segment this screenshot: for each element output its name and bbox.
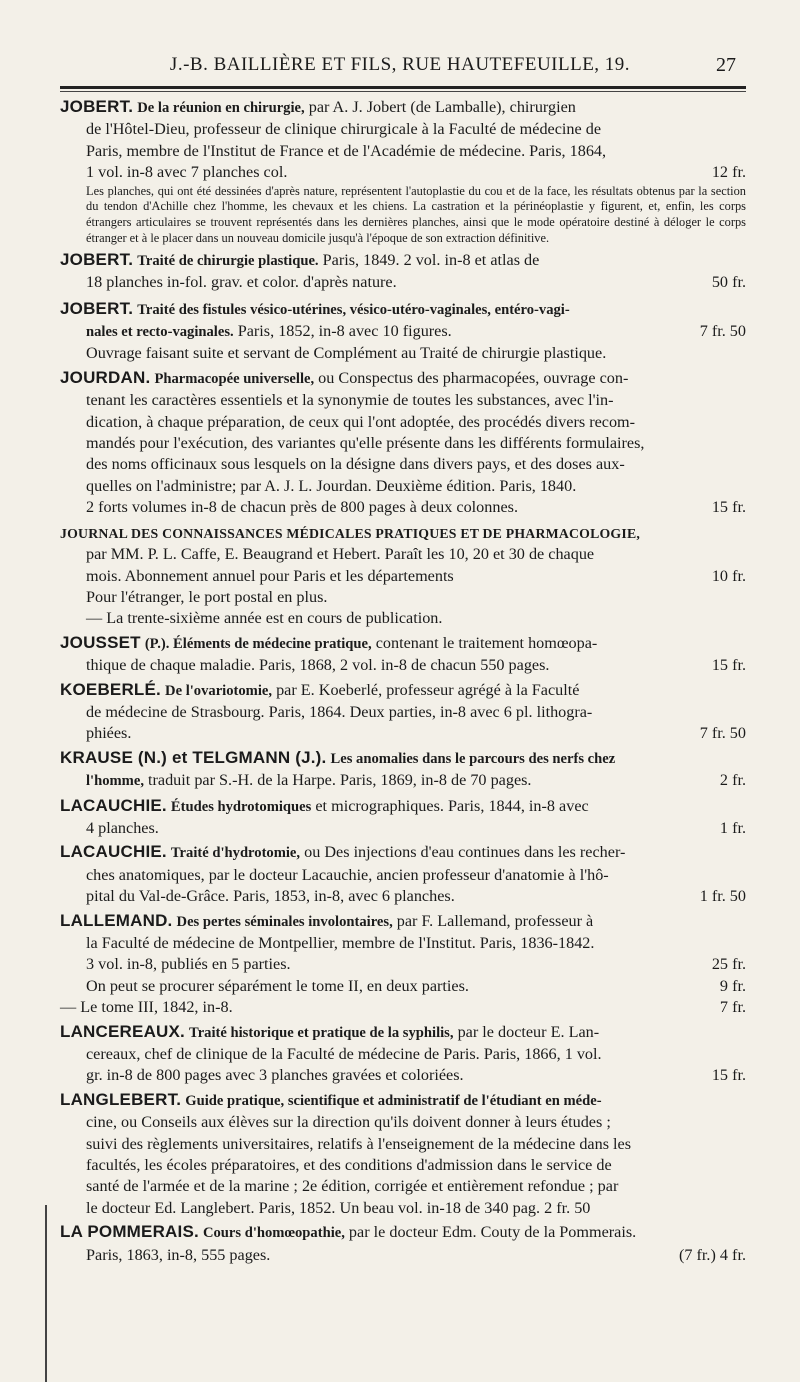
entry-price: 15 fr. [711,656,746,675]
entry-jourdan: JOURDAN. Pharmacopée universelle, ou Conspectus des pharmacopées, ouvrage con- tenant les caractères essentiels et la synonymie de toutes les substances, avec l'in- dication, à chaque préparation, de ceux qui l'ont adoptée, des procédés divers recom- mandés pour l'exécution, des variantes qu'elle présente dans les différents formulaires, des noms officinaux sous lesquels on la désigne dans divers pays, et des doses aux- quelles on l'administre; par A. J. L. Jourdan. Deuxième édition. Paris, 1840. 2 forts volumes in-8 de chacun près de 800 pages à deux colonnes. 15 fr. [60,367,746,519]
entry-author: JOUSSET [60,632,141,652]
catalog-entries [60,96,746,1266]
entry-price: 12 fr. [711,163,746,182]
publisher-header: J.-B. BAILLIÈRE ET FILS, RUE HAUTEFEUILLE, 19. [169,54,631,75]
entry-author: LACAUCHIE. [60,795,167,815]
header-rule [60,86,746,89]
entry-jobert-fistules: JOBERT. Traité des fistules vésico-utérines, vésico-utéro-vaginales, entéro-vagi- nales et recto-vaginales. Paris, 1852, in-8 avec 10 figures. 7 fr. 50 Ouvrage faisant suite et servant de Complément au Traité de chirurgie plastique. [60,298,746,363]
binding-margin-line [45,1205,47,1382]
entry-author: JOBERT. [60,97,134,116]
entry-langlebert: LANGLEBERT. Guide pratique, scientifique et administratif de l'étudiant en méde- cine, ou Conseils aux élèves sur la direction qu'ils doivent donner à leurs études ; suivi des règlements universitaires, relatifs à l'enseignement de la médecine dans les facultés, les écoles préparatoires, et des conditions d'admission dans le service de santé de l'armée et de la marine ; 2e édition, corrigée et entièrement refondue ; par le docteur Ed. Langlebert. Paris, 1852. Un beau vol. in-18 de 340 pag. 2 fr. 50 [60,1089,632,1217]
entry-jobert-plastique: JOBERT. Traité de chirurgie plastique. Paris, 1849. 2 vol. in-8 et atlas de 18 planches in-fol. grav. et color. d'après nature. 50 fr. [60,249,746,294]
entry-author: JOBERT. [60,249,134,269]
header-rule-thin [60,91,746,92]
entry-title: Cours d'homœopathie, [202,1225,345,1242]
entry-author: LANGLEBERT. [60,1089,182,1109]
entry-title: Traité historique et pratique de la syphilis, [189,1024,454,1041]
entry-price: 1 fr. [719,818,746,837]
entry-price: 7 fr. 50 [699,322,746,341]
entry-price: 7 fr. [719,998,746,1017]
entry-title: Traité de chirurgie plastique. [137,252,319,269]
entry-title: (P.). Éléments de médecine pratique, [144,635,372,652]
entry-note: Les planches, qui ont été dessinées d'après nature, représentent l'autoplastie du cou et de la face, les résultats obtenus par la section du tendon d'Achille chez l'homme, les chevaux et les chiens. La castration et la périnéoplastie y figurent, et, enfin, les corps étrangers articulaires se trouvent représentés dans les dernières planches, ainsi que le mode opératoire destiné à déloger le corps étranger et à le placer dans un nouveau domicile jusqu'à l'époque de son extraction définitive. [86,183,746,246]
entry-title: Guide pratique, scientifique et administratif de l'étudiant en méde- [185,1092,602,1109]
entry-title: Études hydrotomiques [170,798,312,815]
entry-author: LACAUCHIE. [60,842,167,862]
entry-author: LA POMMERAIS. [60,1222,199,1242]
entry-la-pommerais: LA POMMERAIS. Cours d'homœopathie, par le docteur Edm. Couty de la Pommerais. Paris, 1863, in-8, 555 pages. (7 fr.) 4 fr. [60,1221,746,1266]
entry-price: (7 fr.) 4 fr. [679,1245,746,1264]
entry-jousset: JOUSSET (P.). Éléments de médecine pratique, contenant le traitement homœopa- thique de chaque maladie. Paris, 1868, 2 vol. in-8 de chacun 550 pages. 15 fr. [60,632,746,677]
entry-price: 9 fr. [719,976,746,995]
entry-title: Traité des fistules vésico-utérines, vésico-utéro-vaginales, entéro-vagi- [137,301,570,318]
entry-lancereaux: LANCEREAUX. Traité historique et pratique de la syphilis, par le docteur E. Lan- cereaux, chef de clinique de la Faculté de médecine de Paris. Paris, 1866, 1 vol. gr. in-8 de 800 pages avec 3 planches gravées et coloriées. 15 fr. [60,1021,746,1087]
entry-title: Traité d'hydrotomie, [170,845,301,862]
entry-author: KOEBERLÉ. [60,679,161,699]
entry-price: 50 fr. [711,273,746,292]
entry-title: JOURNAL DES CONNAISSANCES MÉDICALES PRATIQUES ET DE PHARMACOLOGIE, [60,525,640,541]
entry-lallemand: LALLEMAND. Des pertes séminales involontaires, par F. Lallemand, professeur à la Faculté de médecine de Montpellier, membre de l'Institut. Paris, 1836-1842. 3 vol. in-8, publiés en 5 parties. 25 fr. On peut se procurer séparément le tome II, en deux parties. 9 fr. — Le tome III, 1842, in-8. 7 fr. [60,910,746,1019]
entry-author: LALLEMAND. [60,910,173,930]
entry-lacauchie-traite: LACAUCHIE. Traité d'hydrotomie, ou Des injections d'eau continues dans les recher- ches anatomiques, par le docteur Lacauchie, ancien professeur d'anatomie à l'hô- pital du Val-de-Grâce. Paris, 1853, in-8, avec 6 planches. 1 fr. 50 [60,841,746,907]
entry-price: 10 fr. [711,566,746,585]
entry-price: 15 fr. [711,1066,746,1085]
entry-author: JOURDAN. [60,367,151,387]
entry-title: Les anomalies dans le parcours des nerfs chez [330,750,616,767]
entry-price: 15 fr. [711,498,746,517]
entry-author: KRAUSE (N.) et TELGMANN (J.). [60,747,327,767]
entry-title: De l'ovariotomie, [165,682,273,699]
entry-jobert-reunion: JOBERT. De la réunion en chirurgie, par A. J. Jobert (de Lamballe), chirurgien de l'Hôtel-Dieu, professeur de clinique chirurgicale à la Faculté de médecine de Paris, membre de l'Institut de France et de l'Académie de médecine. Paris, 1864, 1 vol. in-8 avec 7 planches col. 12 fr. Les planches, qui ont été dessinées d'après nature, représentent l'autoplastie du cou et de la face, les résultats obtenus par la section du tendon d'Achille chez l'homme, les chevaux et les chiens. La castration et la périnéoplastie y figurent, et, enfin, les corps étrangers articulaires se trouvent représentés dans les dernières planches, ainsi que le mode opératoire destiné à déloger le corps étranger et à le placer dans un nouveau domicile jusqu'à l'époque de son extraction définitive. [60,97,746,246]
entry-author: LANCEREAUX. [60,1021,185,1041]
page-number: 27 [716,54,736,76]
entry-lacauchie-etudes: LACAUCHIE. Études hydrotomiques et micrographiques. Paris, 1844, in-8 avec 4 planches. 1 fr. [60,795,746,840]
entry-price: 25 fr. [711,955,746,974]
entry-title: Des pertes séminales involontaires, [176,913,393,930]
entry-price: 1 fr. 50 [699,887,746,906]
entry-krause: KRAUSE (N.) et TELGMANN (J.). Les anomalies dans le parcours des nerfs chez l'homme, traduit par S.-H. de la Harpe. Paris, 1869, in-8 de 70 pages. 2 fr. [60,747,746,793]
entry-price: 2 fr. [719,771,746,790]
entry-koeberle: KOEBERLÉ. De l'ovariotomie, par E. Koeberlé, professeur agrégé à la Faculté de médecine de Strasbourg. Paris, 1864. Deux parties, in-8 avec 6 pl. lithogra- phiées. 7 fr. 50 [60,679,746,745]
entry-author: JOBERT. [60,298,134,318]
entry-title: De la réunion en chirurgie, [137,100,305,116]
running-header [60,54,740,78]
entry-title: Pharmacopée universelle, [154,370,315,387]
entry-price: 7 fr. 50 [699,724,746,743]
entry-journal: JOURNAL DES CONNAISSANCES MÉDICALES PRATIQUES ET DE PHARMACOLOGIE, par MM. P. L. Caffe, E. Beaugrand et Hebert. Paraît les 10, 20 et 30 de chaque mois. Abonnement annuel pour Paris et les départements 10 fr. Pour l'étranger, le port postal en plus. — La trente-sixième année est en cours de publication. [60,523,746,630]
